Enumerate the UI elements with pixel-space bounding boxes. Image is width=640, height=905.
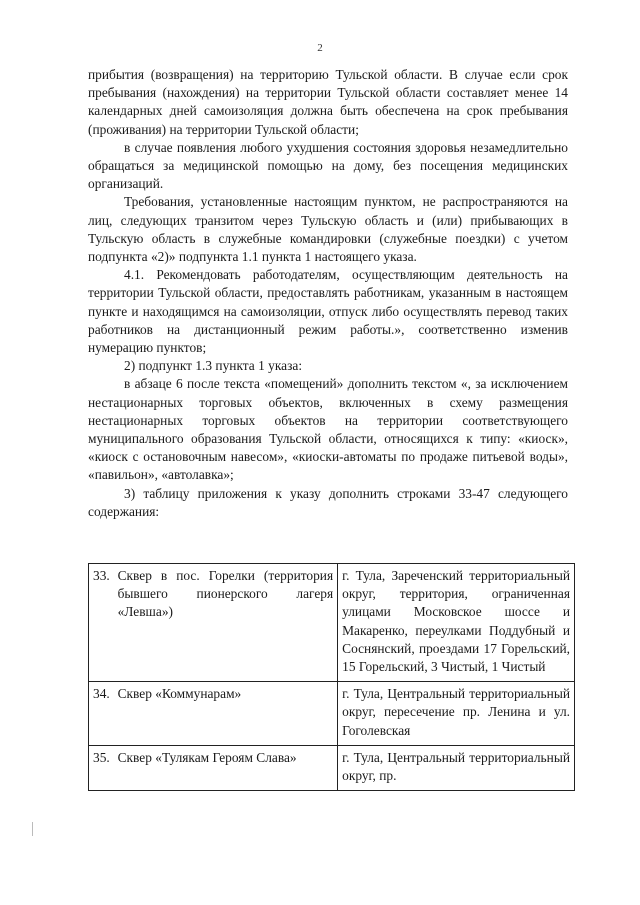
row-number: 34.: [89, 682, 114, 746]
row-number: 35.: [89, 745, 114, 790]
paragraph: прибытия (возвращения) на территорию Тульской области. В случае если срок пребывания (нахождения) на территории Тульской области составляет менее 14 календарных дней самоизоляция должна быть обеспечена на срок пребывания (проживания) на территории Тульской области;: [88, 67, 568, 137]
paragraph: 2) подпункт 1.3 пункта 1 указа:: [124, 358, 303, 374]
table-row: [89, 682, 575, 746]
scan-edge-mark: [32, 822, 33, 836]
paragraph: в абзаце 6 после текста «помещений» дополнить текстом «, за исключением нестационарных торговых объектов, включенных в схему размещения нестационарных торговых объектов на территории соответствующего муниципального образования Тульской области, относящихся к типу: «киоск», «киоск с остановочным навесом», «киоски-автоматы по продаже питьевой воды», «павильон», «автолавка»;: [88, 376, 568, 483]
park-address: г. Тула, Центральный территориальный округ, пр.: [338, 745, 575, 790]
document-body: [88, 66, 568, 521]
park-address: г. Тула, Центральный территориальный округ, пересечение пр. Ленина и ул. Гоголевская: [338, 682, 575, 746]
row-number: 33.: [89, 564, 114, 682]
table-row: [89, 564, 575, 682]
table-row: [89, 745, 575, 790]
park-address: г. Тула, Зареченский территориальный округ, территория, ограниченная улицами Московское шоссе и Макаренко, переулками Поддубный и Соснянский, проездами 17 Горельский, 15 Горельский, 3 Чистый, 1 Чистый: [338, 564, 575, 682]
paragraph: Требования, установленные настоящим пунктом, не распространяются на лиц, следующих транзитом через Тульскую область и (или) прибывающих в Тульскую область в служебные командировки (служебные поездки) с учетом подпункта «2)» подпункта 1.1 пункта 1 настоящего указа.: [88, 194, 568, 265]
parks-table: [88, 563, 575, 791]
paragraph: 3) таблицу приложения к указу дополнить строками 33-47 следующего содержания:: [88, 485, 568, 519]
park-name: Сквер «Тулякам Героям Слава»: [114, 745, 338, 790]
paragraph: 4.1. Рекомендовать работодателям, осуществляющим деятельность на территории Тульской области, предоставлять работникам, указанным в настоящем пункте и находящимся на самоизоляции, отпуск либо осуществлять перевод таких работников на дистанционный режим работы.», соответственно изменив нумерацию пунктов;: [88, 267, 568, 356]
paragraph: в случае появления любого ухудшения состояния здоровья незамедлительно обращаться за медицинской помощью на дому, без посещения медицинских организаций.: [88, 139, 568, 192]
park-name: Сквер «Коммунарам»: [114, 682, 338, 746]
park-name: Сквер в пос. Горелки (территория бывшего пионерского лагеря «Левша»): [114, 564, 338, 682]
page-number: 2: [317, 42, 323, 54]
